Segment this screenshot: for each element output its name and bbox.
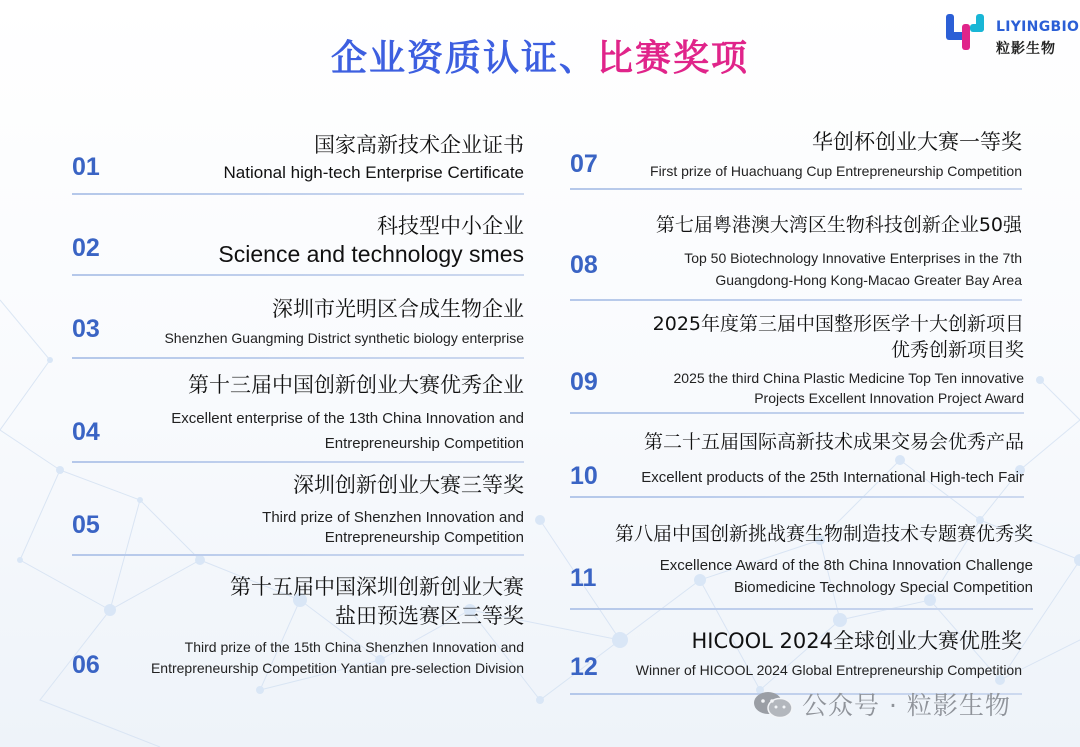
award-item-07 xyxy=(570,128,1022,190)
award-item-02 xyxy=(72,212,524,276)
award-item-04 xyxy=(72,371,524,463)
brand-name-cn: 粒影生物 xyxy=(996,41,1056,57)
item-title-cn: 深圳创新创业大赛三等奖 xyxy=(293,473,524,497)
item-number: 01 xyxy=(72,153,100,181)
item-title-en: First prize of Huachuang Cup Entrepreneurship Competition xyxy=(650,163,1022,179)
divider-line xyxy=(570,188,1022,190)
item-title-en: Biomedicine Technology Special Competition xyxy=(733,579,1033,596)
award-item-06 xyxy=(72,573,524,685)
item-title-cn: 科技型中小企业 xyxy=(377,214,524,238)
divider-line xyxy=(570,608,1033,610)
item-number: 12 xyxy=(570,653,598,681)
item-number: 04 xyxy=(72,418,100,446)
item-title-cn: 第七届粤港澳大湾区生物科技创新企业50强 xyxy=(655,214,1022,236)
item-title-en: Entrepreneurship Competition xyxy=(324,435,524,452)
item-number: 10 xyxy=(570,462,598,490)
item-number: 03 xyxy=(72,315,100,343)
divider-line xyxy=(72,274,524,276)
item-title-cn: 2025年度第三届中国整形医学十大创新项目 xyxy=(652,313,1024,335)
item-number: 06 xyxy=(72,651,100,679)
liyingbio-logo-icon xyxy=(944,10,990,54)
divider-line xyxy=(570,299,1022,301)
wechat-icon xyxy=(752,690,794,720)
award-item-01 xyxy=(72,131,524,195)
divider-line xyxy=(72,193,524,195)
item-title-en: Excellent enterprise of the 13th China Innovation and xyxy=(171,410,524,427)
item-title-en: Science and technology smes xyxy=(218,241,524,267)
title-part-1: 企业资质认证、 xyxy=(330,38,597,79)
item-title-cn: 第八届中国创新挑战赛生物制造技术专题赛优秀奖 xyxy=(614,523,1033,545)
divider-line xyxy=(72,554,524,556)
divider-line xyxy=(570,496,1024,498)
item-title-cn: 第十五届中国深圳创新创业大赛 xyxy=(230,575,524,599)
item-title-en: Entrepreneurship Competition Yantian pre-selection Division xyxy=(150,660,524,676)
watermark-text: 公众号 · 粒影生物 xyxy=(802,691,1011,720)
company-logo xyxy=(944,8,1080,58)
award-item-09 xyxy=(570,310,1024,414)
award-item-03 xyxy=(72,295,524,359)
item-title-en: Third prize of the 15th China Shenzhen Innovation and xyxy=(184,639,524,655)
item-title-en: Top 50 Biotechnology Innovative Enterprises in the 7th xyxy=(684,250,1022,266)
item-title-en: National high-tech Enterprise Certificate xyxy=(223,163,524,182)
divider-line xyxy=(570,412,1024,414)
item-title-cn: HICOOL 2024全球创业大赛优胜奖 xyxy=(691,629,1022,653)
award-item-11 xyxy=(570,520,1033,610)
item-title-cn: 优秀创新项目奖 xyxy=(890,339,1024,361)
award-item-10 xyxy=(570,428,1024,498)
page-title xyxy=(0,30,1080,81)
item-title-cn: 第十三届中国创新创业大赛优秀企业 xyxy=(188,373,524,397)
item-title-cn: 国家高新技术企业证书 xyxy=(314,133,524,157)
item-title-en: Excellent products of the 25th International High-tech Fair xyxy=(641,469,1024,486)
divider-line xyxy=(72,357,524,359)
award-item-12 xyxy=(570,627,1022,695)
item-title-en: Guangdong-Hong Kong-Macao Greater Bay Area xyxy=(715,272,1022,288)
item-title-cn: 盐田预选赛区三等奖 xyxy=(335,604,524,628)
item-number: 02 xyxy=(72,234,100,262)
item-title-cn: 第二十五届国际高新技术成果交易会优秀产品 xyxy=(643,431,1024,453)
item-title-en: 2025 the third China Plastic Medicine Top Ten innovative xyxy=(673,370,1024,386)
item-number: 07 xyxy=(570,150,598,178)
item-title-en: Shenzhen Guangming District synthetic biology enterprise xyxy=(164,330,524,346)
award-item-08 xyxy=(570,211,1022,301)
item-title-en: Entrepreneurship Competition xyxy=(324,529,524,546)
item-title-en: Excellence Award of the 8th China Innovation Challenge xyxy=(659,557,1033,574)
item-title-en: Winner of HICOOL 2024 Global Entrepreneurship Competition xyxy=(635,662,1022,678)
divider-line xyxy=(72,461,524,463)
item-title-en: Projects Excellent Innovation Project Award xyxy=(754,390,1024,406)
award-item-05 xyxy=(72,471,524,556)
item-number: 11 xyxy=(570,564,597,592)
title-part-2: 比赛奖项 xyxy=(597,38,750,79)
item-title-en: Third prize of Shenzhen Innovation and xyxy=(262,509,524,526)
brand-name-en: LIYINGBIO xyxy=(996,19,1080,35)
item-number: 05 xyxy=(72,511,100,539)
item-number: 08 xyxy=(570,251,598,279)
item-title-cn: 华创杯创业大赛一等奖 xyxy=(812,130,1022,154)
item-title-cn: 深圳市光明区合成生物企业 xyxy=(272,297,524,321)
item-number: 09 xyxy=(570,368,598,396)
